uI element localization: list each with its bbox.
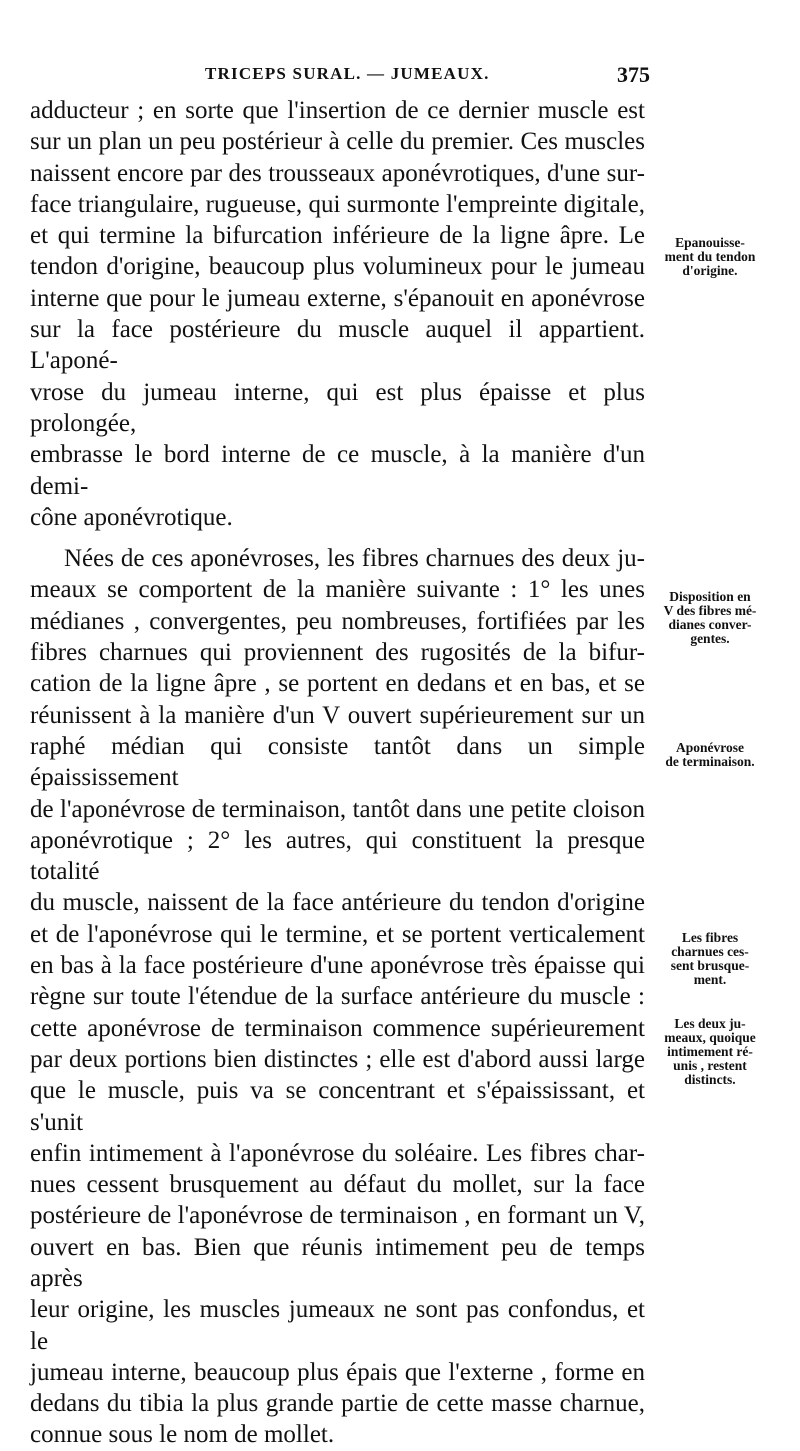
text-line: connue sous le nom de mollet. [30,1421,335,1449]
margin-note-line: ment du tendon [664,249,756,264]
text-line: postérieure de l'aponévrose de terminaison , en formant un V, [30,1202,645,1230]
text-line: réunissent à la manière d'un V ouvert supérieurement sur un [30,701,645,729]
margin-note-line: Epanouisse- [675,235,745,250]
text-line: embrasse le bord interne de ce muscle, à la manière d'un demi- [30,441,645,500]
margin-note-line: gentes. [690,631,730,646]
page-header [205,62,650,92]
page-number: 375 [617,62,650,87]
text-line: interne que pour le jumeau externe, s'épanouit en aponévrose [30,284,645,312]
margin-note-line: sent brusque- [670,958,750,973]
text-line: face triangulaire, rugueuse, qui surmonte l'empreinte digitale, [30,190,645,218]
margin-note-line: Disposition en [669,589,751,604]
margin-note-line: dianes conver- [668,617,752,632]
text-line: nues cessent brusquement au défaut du mollet, sur la face [30,1171,645,1199]
margin-note-line: intimement ré- [667,1044,753,1059]
text-line: sur la face postérieure du muscle auquel il appartient. L'aponé- [30,316,645,375]
text-line: du muscle, naissent de la face antérieure du tendon d'origine [30,889,645,917]
margin-note-line: d'origine. [682,263,738,278]
margin-note-aponevrose [650,741,770,769]
text-line: raphé médian qui consiste tantôt dans un simple épaississement [30,732,645,792]
text-line: médianes , convergentes, peu nombreuses, fortifiées par les [30,607,645,635]
paragraph-2 [30,543,645,1451]
margin-note-line: Les deux ju- [674,1016,746,1031]
text-line: règne sur toute l'étendue de la surface antérieure du muscle : [30,983,645,1011]
margin-note-line: unis , restent [673,1058,747,1073]
margin-note-line: Aponévrose [675,740,744,755]
text-line: Nées de ces aponévroses, les fibres charnues des deux ju- [64,545,645,573]
text-line: par deux portions bien distinctes ; elle est d'abord aussi large [30,1045,645,1073]
text-line: et de l'aponévrose qui le termine, et se portent verticalement [30,920,645,948]
text-line: enfin intimement à l'aponévrose du soléaire. Les fibres char- [30,1139,645,1167]
margin-note-fibres [650,931,770,987]
text-line: aponévrotique ; 2° les autres, qui constituent la presque totalité [30,826,645,886]
text-line: leur origine, les muscles jumeaux ne sont pas confondus, et le [30,1296,645,1355]
text-line: cône aponévrotique. [30,503,233,531]
margin-note-line: V des fibres mé- [663,603,757,618]
text-line: ouvert en bas. Bien que réunis intimement peu de temps après [30,1233,645,1292]
body-text [30,95,645,1451]
text-line: cette aponévrose de terminaison commence supérieurement [30,1014,645,1042]
margin-note-line: charnues ces- [671,944,749,959]
text-line: que le muscle, puis va se concentrant et s'épaississant, et s'unit [30,1077,645,1136]
margin-note-line: Les fibres [681,930,739,945]
text-line: fibres charnues qui proviennent des rugosités de la bifur- [30,639,645,667]
text-line: vrose du jumeau interne, qui est plus épaisse et plus prolongée, [30,378,645,437]
text-line: cation de la ligne âpre , se portent en dedans et en bas, et se [30,670,645,698]
margin-note-line: distincts. [684,1072,736,1087]
text-line: dedans du tibia la plus grande partie de cette masse charnue, [30,1390,645,1418]
margin-note-line: meaux, quoique [664,1030,756,1045]
margin-note-epanouissement [650,236,770,278]
text-line: tendon d'origine, beaucoup plus volumineux pour le jumeau [30,253,645,281]
text-line: sur un plan un peu postérieur à celle du premier. Ces muscles [30,128,645,156]
margin-note-jumeaux [650,1017,770,1087]
margin-note-line: de terminaison. [665,754,755,769]
text-line: meaux se comportent de la manière suivante : 1° les unes [30,576,645,604]
margin-note-line: ment. [693,972,727,987]
text-line: jumeau interne, beaucoup plus épais que l'externe , forme en [30,1358,645,1386]
text-line: en bas à la face postérieure d'une aponévrose très épaisse qui [30,952,645,980]
text-line: naissent encore par des trousseaux aponévrotiques, d'une sur- [30,159,645,187]
text-line: et qui termine la bifurcation inférieure de la ligne âpre. Le [30,222,645,250]
margin-note-disposition [650,590,770,646]
text-line: adducteur ; en sorte que l'insertion de ce dernier muscle est [30,97,645,124]
running-title: TRICEPS SURAL. — JUMEAUX. [205,64,490,83]
paragraph-1 [30,95,645,533]
text-line: de l'aponévrose de terminaison, tantôt dans une petite cloison [30,795,645,823]
